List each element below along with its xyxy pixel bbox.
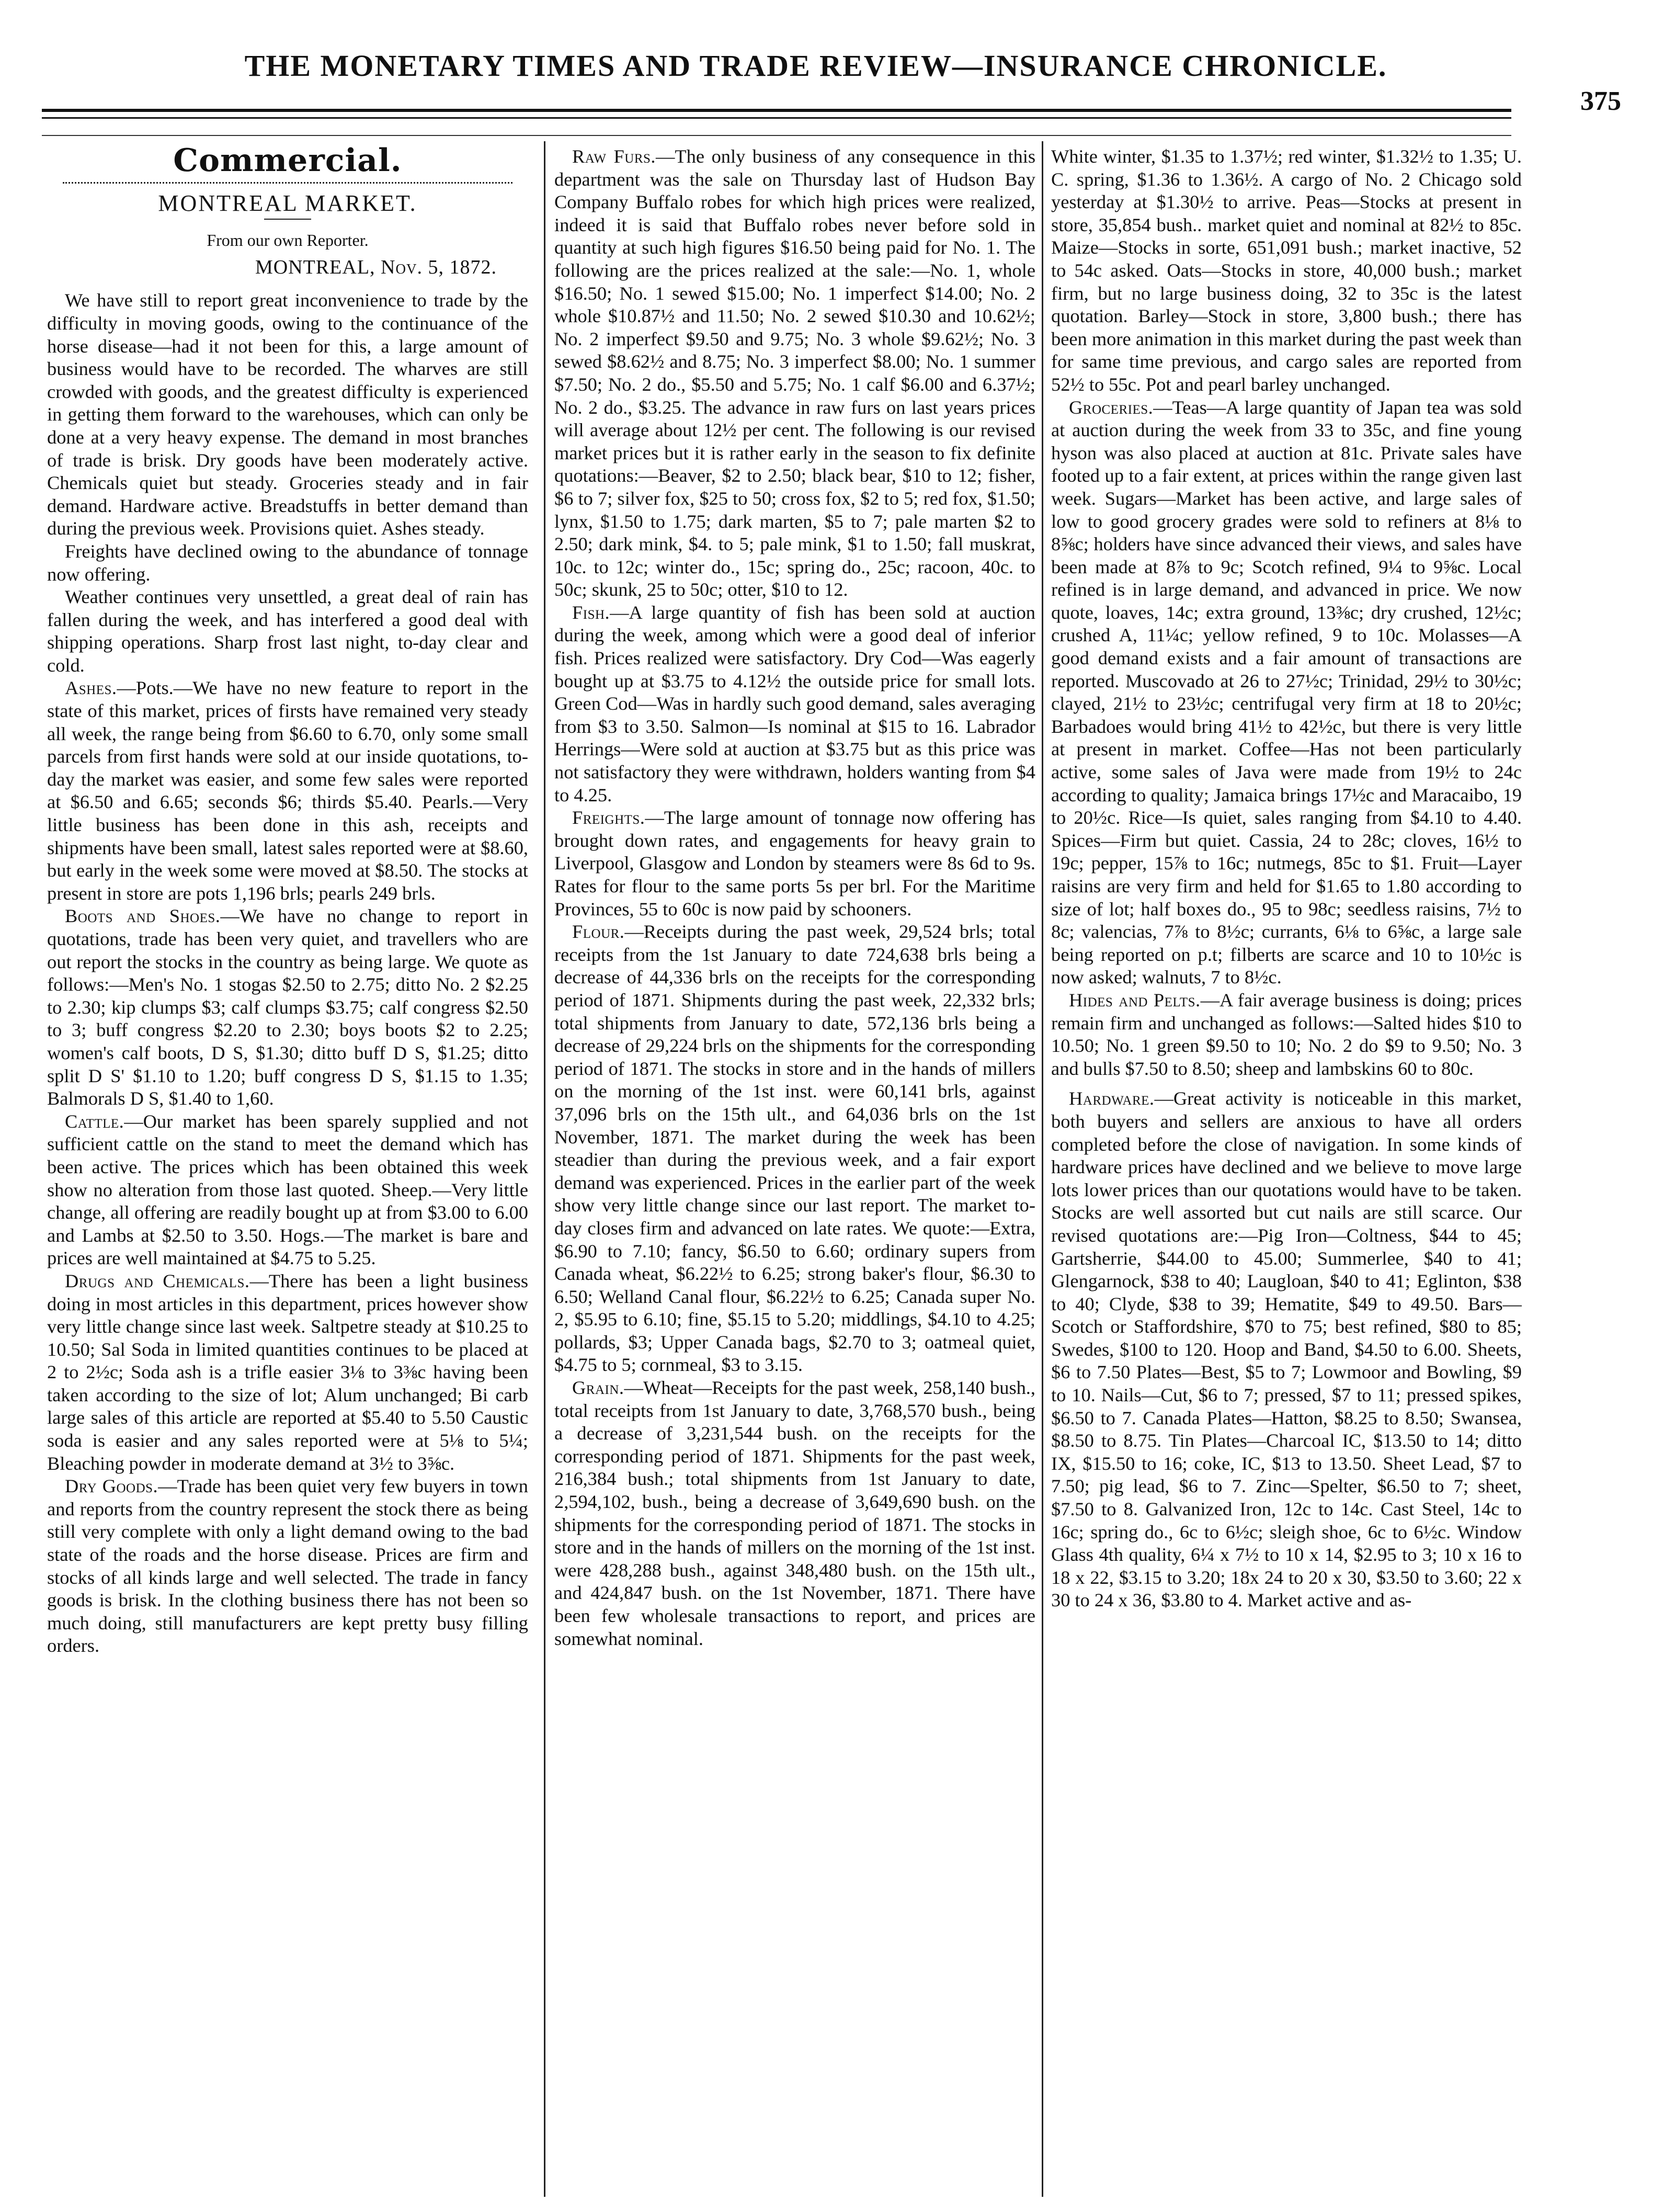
column-3-body	[1051, 145, 1522, 1612]
masthead-title: THE MONETARY TIMES AND TRADE REVIEW—INSURANCE CHRONICLE.	[244, 49, 1387, 83]
column-1-body	[47, 289, 528, 1658]
paragraph-heading: Cattle.	[65, 1110, 124, 1132]
paragraph-text: Weather continues very unsettled, a great deal of rain has fallen during the week, and has interfered a good deal with shipping operations. Sharp frost last night, to-day clear and cold.	[47, 586, 528, 676]
paragraph-text: —Teas—A large quantity of Japan tea was sold at auction during the week from 33 to 35c, and fine young hyson was also placed at auction at 81c. Private sales have footed up to a fair extent, at prices within the range given last week. Sugars—Market has been active, and large sales of low to good grocery grades were sold to refiners at 8⅛ to 8⅝c; holders have since advanced their views, and sales have been made at 8⅞ to 9c; Scotch refined, 9¼ to 9⅝c. Local refined is in large demand, and advanced in price. We now quote, loaves, 14c; extra ground, 13⅜c; dry crushed, 12½c; crushed A, 11¼c; yellow refined, 9 to 10c. Molasses—A good demand exists and a fair amount of transactions are reported. Muscovado at 26 to 27½c; Trinidad, 29½ to 30½c; clayed, 21½ to 23½c; centrifugal very firm at 18 to 20½c; Barbadoes would bring 41½ to 42½c, but there is very little at present in market. Coffee—Has not been particularly active, some sales of Java were made from 19½ to 24c according to quality; Jamaica brings 17½c and Maracaibo, 19 to 20½c. Rice—Is quiet, sales ranging from $4.10 to 4.40. Spices—Firm but quiet. Cassia, 24 to 28c; cloves, 16½ to 19c; pepper, 15⅞ to 16c; nutmegs, 85c to $1. Fruit—Layer raisins are very firm and held for $1.65 to 1.80 according to size of lot; half boxes do., 95 to 98c; seedless raisins, 7½ to 8c; valencias, 7⅞ to 8½c; currants, 6⅛ to 6⅝c, a large sale being reported on p.t; filberts are scarce and 10 to 10½c is now asked; walnuts, 7 to 8½c.	[1051, 396, 1522, 988]
paragraph-text: —The only business of any consequence in this department was the sale on Thursday last of Hudson Bay Company Buffalo robes for which high prices were realized, indeed it is said that Buffalo robes never before sold in quantity at such high figures $16.50 being paid for No. 1. The following are the prices realized at the sale:—No. 1, whole $16.50; No. 1 sewed $15.00; No. 1 imperfect $14.00; No. 2 whole $10.87½ and 11.50; No. 2 sewed $10.30 and 10.62½; No. 2 imperfect $9.50 and 9.75; No. 3 whole $9.62½; No. 3 sewed $8.62½ and 8.75; No. 3 imperfect $8.00; No. 1 summer $7.50; No. 2 do., $5.50 and 5.75; No. 1 calf $6.00 and 6.37½; No. 2 do., $3.25. The advance in raw furs on last years prices will average about 12½ per cent. The following is our revised market prices but it is rather early in the season to fix definite quotations:—Beaver, $2 to 2.50; black bear, $10 to 12; fisher, $6 to 7; silver fox, $25 to 50; cross fox, $2 to 5; red fox, $1.50; lynx, $1.50 to 1.75; dark marten, $5 to 7; pale marten $2 to 2.50; dark mink, $4. to 5; pale mink, $1 to 1.50; fall muskrat, 10c. to 12c; winter do., 15c; spring do., 25c; racoon, 40c. to 50c; skunk, 25 to 50c; otter, $10 to 12.	[554, 146, 1035, 600]
header-rule-lower	[42, 135, 1511, 136]
article-paragraph	[1051, 145, 1522, 396]
paragraph-heading: Freights.	[572, 807, 645, 829]
paragraph-heading: Flour.	[572, 921, 625, 943]
article-paragraph	[554, 602, 1035, 807]
article-paragraph	[554, 1377, 1035, 1650]
paragraph-text: —Pots.—We have no new feature to report in the state of this market, prices of firsts have remained very steady all week, the range being from $6.60 to 6.70, only some small parcels from first hands were sold at our inside quotations, to-day the market was easier, and some few sales were reported at $6.50 and 6.65; seconds $6; thirds $5.40. Pearls.—Very little business has been done in this ash, receipts and shipments have been small, latest sales reported were at $8.60, but early in the week some were moved at $8.50. The stocks at present in store are pots 1,196 brls; pearls 249 brls.	[47, 677, 528, 904]
paragraph-text: —A large quantity of fish has been sold at auction during the week, among which were a good deal of inferior fish. Prices realized were satisfactory. Dry Cod—Was eagerly bought up at $3.75 to 4.12½ the outside price for small lots. Green Cod—Was in hardly such good demand, sales averaging from $3 to 3.50. Salmon—Is nominal at $15 to 16. Labrador Herrings—Were sold at auction at $3.75 but as this price was not satisfactory they were withdrawn, holders wanting from $4 to 4.25.	[554, 602, 1035, 806]
article-paragraph	[1051, 396, 1522, 989]
article-paragraph	[47, 1110, 528, 1270]
article-paragraph	[1051, 989, 1522, 1080]
paragraph-heading: Ashes.	[65, 677, 117, 699]
column-3	[1051, 145, 1522, 2196]
column-divider-1	[544, 141, 545, 2197]
article-paragraph	[554, 921, 1035, 1377]
column-2-body	[554, 145, 1035, 1650]
paragraph-text: —There has been a light business doing in most articles in this department, prices however show very little change since last week. Saltpetre steady at $10.25 to 10.50; Sal Soda in limited quantities continues to be placed at 2 to 2½c; Soda ash is a trifle easier 3⅛ to 3⅜c having been taken according to the size of lot; Alum unchanged; Bi carb large sales of this article are reported at $5.40 to 5.50 Caustic soda is easier and any sales reported were at 5⅛ to 5¼; Bleaching powder in moderate demand at 3½ to 3⅝c.	[47, 1270, 528, 1474]
article-paragraph	[47, 1270, 528, 1475]
paragraph-heading: Raw Furs.	[572, 146, 656, 167]
paragraph-heading: Dry Goods.	[65, 1476, 158, 1497]
section-title: Commercial.	[173, 145, 402, 179]
article-paragraph	[47, 586, 528, 677]
article-paragraph	[47, 289, 528, 540]
paragraph-text: —Trade has been quiet very few buyers in town and reports from the country represent the stock there as being still very complete with only a light demand owing to the bad state of the roads and the horse disease. Prices are firm and stocks of all kinds large and well selected. The trade in fancy goods is brisk. In the clothing business there has not been so much doing, still manufacturers are kept pretty busy filling orders.	[47, 1476, 528, 1657]
short-rule	[264, 219, 311, 220]
paragraph-heading: Drugs and Chemicals.	[65, 1270, 250, 1291]
column-2	[554, 145, 1035, 2196]
article-paragraph	[47, 905, 528, 1110]
market-title: MONTREAL MARKET.	[158, 190, 417, 216]
article-paragraph	[554, 807, 1035, 921]
paragraph-heading: Fish.	[572, 602, 610, 623]
paragraph-text: —We have no change to report in quotations, trade has been very quiet, and travellers who are out report the stocks in the country as being large. We quote as follows:—Men's No. 1 stogas $2.50 to 2.75; ditto No. 2 $2.25 to 2.30; kip clumps $3; calf clumps $3.75; calf congress $2.50 to 3; buff congress $2.20 to 2.30; boys boots $2 to 2.25; women's calf boots, D S, $1.30; ditto buff D S, $1.25; ditto split D S' $1.10 to 1.20; buff congress D S, $1.15 to 1.35; Balmorals D S, $1.40 to 1,60.	[47, 905, 528, 1109]
header-rule-thin	[42, 117, 1511, 119]
column-1	[47, 145, 528, 2196]
paragraph-text: —The large amount of tonnage now offering has brought down rates, and engagements for heavy grain to Liverpool, Glasgow and London by steamers were 8s 6d to 9s. Rates for flour to the same ports 5s per brl. For the Maritime Provinces, 55 to 60c is now paid by schooners.	[554, 807, 1035, 920]
paragraph-text: —Our market has been sparely supplied and not sufficient cattle on the stand to meet the demand which has been active. The prices which has been obtained this week show no alteration from those last quoted. Sheep.—Very little change, all offering are readily bought up at from $3.00 to 6.00 and Lambs at $2.50 to 3.50. Hogs.—The market is bare and prices are well maintained at $4.75 to 5.25.	[47, 1110, 528, 1269]
paragraph-text: Freights have declined owing to the abundance of tonnage now offering.	[47, 540, 528, 585]
paragraph-text: White winter, $1.35 to 1.37½; red winter, $1.32½ to 1.35; U. C. spring, $1.36 to 1.36½. A cargo of No. 2 Chicago sold yesterday at $1.30½ to arrive. Peas—Stocks at present in store, 35,854 bush.. market quiet and nominal at 82½ to 85c. Maize—Stocks in sorte, 651,091 bush.; market inactive, 52 to 54c asked. Oats—Stocks in store, 40,000 bush.; market firm, but no large business doing, 32 to 35c is the latest quotation. Barley—Stock in store, 3,800 bush.; there has been more animation in this market during the past week than for same time previous, and cargo sales are reported from 52½ to 55c. Pot and pearl barley unchanged.	[1051, 146, 1522, 395]
page-header	[42, 48, 1637, 116]
article-paragraph	[47, 1475, 528, 1658]
article-paragraph	[47, 540, 528, 586]
column-divider-2	[1042, 141, 1043, 2197]
article-paragraph	[47, 677, 528, 905]
paragraph-text: —Great activity is noticeable in this market, both buyers and sellers are anxious to have all orders completed before the close of navigation. In some kinds of hardware prices have declined and we believe to move large lots lower prices than our quotations would have to be taken. Stocks are well assorted but cut nails are still scarce. Our revised quotations are:—Pig Iron—Coltness, $44 to 45; Gartsherrie, $44.00 to 45.00; Summerlee, $40 to 41; Glengarnock, $38 to 40; Laugloan, $40 to 41; Eglinton, $38 to 40; Clyde, $38 to 39; Hematite, $49 to 49.50. Bars—Scotch or Staffordshire, $70 to 75; best refined, $80 to 85; Swedes, $100 to 120. Hoop and Band, $4.50 to 6.00. Sheets, $6 to 7.50 Plates—Best, $5 to 7; Lowmoor and Bowling, $9 to 10. Nails—Cut, $6 to 7; pressed, $7 to 11; pressed spikes, $6.50 to 7. Canada Plates—Hatton, $8.25 to 8.50; Swansea, $8.50 to 8.75. Tin Plates—Charcoal IC, $13.50 to 14; ditto IX, $15.50 to 16; coke, IC, $13 to 13.50. Sheet Lead, $7 to 7.50; pig lead, $6 to 7. Zinc—Spelter, $6.50 to 7; sheet, $7.50 to 8. Galvanized Iron, 12c to 14c. Cast Steel, 14c to 16c; spring do., 6c to 6½c; sleigh shoe, 6c to 6½c. Window Glass 4th quality, 6¼ x 7½ to 10 x 14, $2.95 to 3; 10 x 16 to 18 x 22, $3.15 to 3.20; 18x 24 to 20 x 30, $3.50 to 3.60; 22 x 30 to 24 x 36, $3.80 to 4. Market active and as-	[1051, 1088, 1522, 1611]
paragraph-text: —Receipts during the past week, 29,524 brls; total receipts from the 1st January to date 724,638 brls being a decrease of 44,336 brls on the receipts for the corresponding period of 1871. Shipments during the past week, 22,332 brls; total shipments from January to date, 572,136 brls being a decrease of 29,224 brls on the shipments for the corresponding period of 1871. The stocks in store and in the hands of millers on the morning of the 1st inst. were 60,141 brls, against 37,096 brls on the 15th ult., and 64,036 brls on the 1st November, 1871. The market during the week has been steadier than during the previous week, and a fair export demand was experienced. Prices in the earlier part of the week show very little change since our last report. The market to-day closes firm and advanced on late rates. We quote:—Extra, $6.90 to 7.10; fancy, $6.50 to 6.60; ordinary supers from Canada wheat, $6.22½ to 6.25; strong baker's flour, $6.30 to 6.50; Welland Canal flour, $6.22½ to 6.25; Canada super No. 2, $5.95 to 6.10; fine, $5.15 to 5.20; middlings, $4.10 to 4.25; pollards, $3; Upper Canada bags, $2.70 to 3; oatmeal quiet, $4.75 to 5; cornmeal, $3 to 3.15.	[554, 921, 1035, 1376]
reporter-line: From our own Reporter.	[207, 231, 369, 250]
paragraph-text: —A fair average business is doing; prices remain firm and unchanged as follows:—Salted hides $10 to 10.50; No. 1 green $9.50 to 10; No. 2 do $9 to 9.50; No. 3 and bulls $7.50 to 8.50; sheep and lambskins 60 to 80c.	[1051, 989, 1522, 1079]
paragraph-heading: Grain.	[572, 1377, 624, 1399]
paragraph-heading: Boots and Shoes.	[65, 905, 221, 927]
paragraph-heading: Groceries.	[1069, 396, 1154, 418]
article-paragraph	[1051, 1087, 1522, 1612]
paragraph-heading: Hardware.	[1069, 1088, 1155, 1109]
dateline: MONTREAL, Nov. 5, 1872.	[255, 256, 497, 278]
article-paragraph	[554, 145, 1035, 602]
paragraph-text: —Wheat—Receipts for the past week, 258,140 bush., total receipts from 1st January to date, 3,768,570 bush., being a decrease of 3,231,544 bush. on the receipts for the corresponding period of 1871. Shipments for the past week, 216,384 bush.; total shipments from 1st January to date, 2,594,102, bush., being a decrease of 3,649,690 bush. on the shipments for the corresponding period of 1871. The stocks in store and in the hands of millers on the morning of the 1st inst. were 428,288 bush., against 348,480 bush. on the 15th ult., and 424,847 bush. on the 1st November, 1871. There have been few wholesale transactions to report, and prices are somewhat nominal.	[554, 1377, 1035, 1649]
paragraph-text: We have still to report great inconvenience to trade by the difficulty in moving goods, owing to the continuance of the horse disease—had it not been for this, a large amount of business would have to be recorded. The wharves are still crowded with goods, and the greatest difficulty is experienced in getting them forward to the warehouses, which can only be done at a very heavy expense. The demand in most branches of trade is brisk. Dry goods have been moderately active. Chemicals quiet but steady. Groceries steady and in fair demand. Hardware active. Breadstuffs in better demand than during the previous week. Provisions quiet. Ashes steady.	[47, 290, 528, 539]
paragraph-heading: Hides and Pelts.	[1069, 989, 1201, 1011]
page-number: 375	[1580, 86, 1621, 116]
header-rule-thick	[42, 109, 1511, 112]
